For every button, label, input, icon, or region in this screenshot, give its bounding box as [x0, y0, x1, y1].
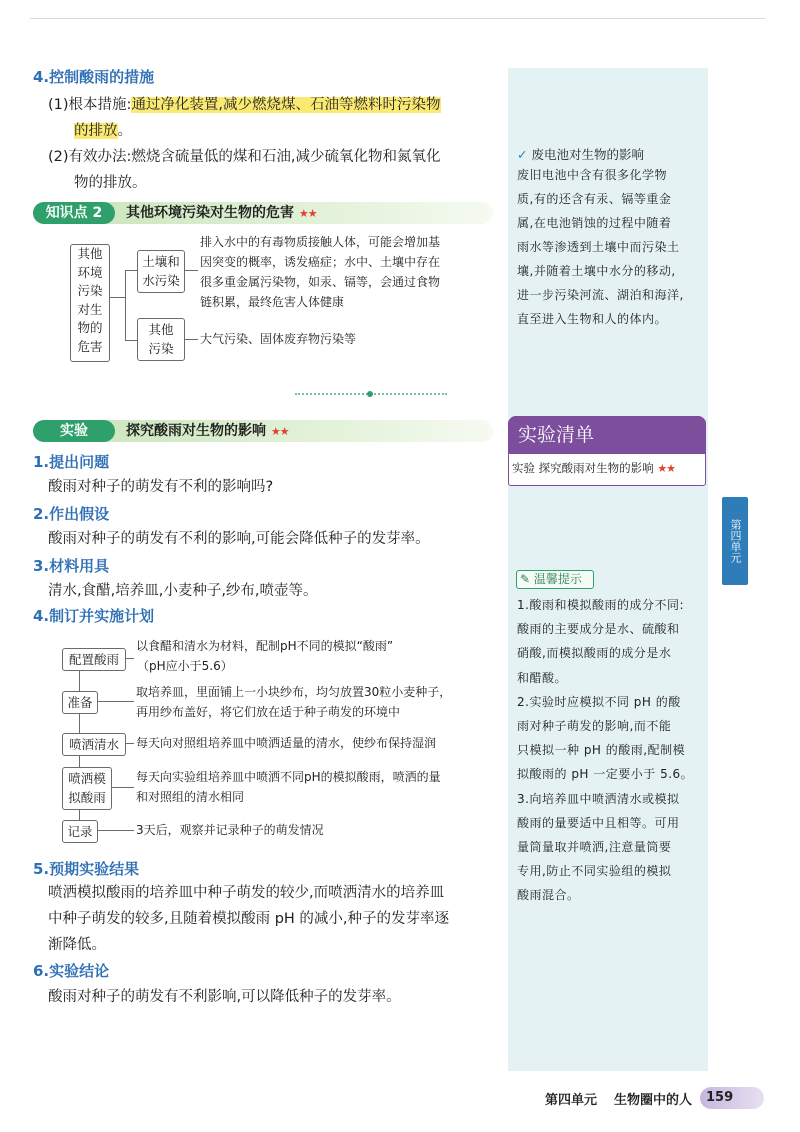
step-heading: 2.作出假设: [33, 505, 110, 523]
flow-step-desc: 每天向对照组培养皿中喷洒适量的清水，使纱布保持湿润: [136, 736, 437, 750]
step-text: 清水,食醋,培养皿,小麦种子,纱布,喷壶等。: [48, 583, 318, 599]
flow-step-box: 配置酸雨: [62, 648, 126, 671]
highlight: 通过净化装置,减少燃烧煤、石油等燃料时污染物: [131, 97, 441, 113]
root-line: 危害: [77, 338, 103, 354]
tip-line: 雨对种子萌发的影响,而不能: [517, 719, 672, 734]
box-line: 拟酸雨: [68, 790, 106, 805]
desc-line: 很多重金属污染物，如汞、镉等，会通过食物: [200, 275, 441, 289]
tip-line: 和醋酸。: [517, 670, 568, 685]
flow-step-box: 记录: [62, 820, 98, 843]
connector-line: [125, 658, 134, 659]
tip-line: 酸雨混合。: [517, 888, 580, 903]
branch-box-soil-water: [137, 250, 185, 293]
title-text: 废电池对生物的影响: [531, 147, 644, 162]
checklist-item: [512, 460, 675, 477]
connector-line: [125, 743, 134, 744]
flow-step-desc: [136, 767, 441, 807]
page-top-edge: [30, 18, 765, 19]
connector-line: [125, 270, 137, 271]
box-line: 喷洒模: [68, 771, 106, 786]
side-note-title: [517, 146, 644, 164]
text-line: 喷洒模拟酸雨的培养皿中种子萌发的较少,而喷洒清水的培养皿: [48, 885, 445, 901]
branch-description: [200, 232, 500, 312]
step-text: 酸雨对种子的萌发有不利影响,可以降低种子的发芽率。: [48, 989, 401, 1005]
title-text: 其他环境污染对生物的危害: [126, 205, 294, 221]
text-line: 中种子萌发的较多,且随着模拟酸雨 pH 的减小,种子的发芽率逐: [48, 911, 450, 927]
tip-line: 硝酸,而模拟酸雨的成分是水: [517, 646, 672, 661]
note-line: 质,有的还含有汞、镉等重金: [517, 192, 672, 206]
knowledge-point-title: [126, 202, 317, 225]
divider-dot: [367, 391, 373, 397]
flow-step-desc: [136, 636, 393, 676]
paragraph: (2)有效办法:燃烧含硫量低的煤和石油,减少硫氧化物和氮氧化: [48, 149, 441, 165]
item-text: 实验 探究酸雨对生物的影响: [512, 461, 654, 475]
note-line: 壤,并随着土壤中水分的移动,: [517, 264, 676, 278]
step-heading: 3.材料用具: [33, 557, 110, 575]
paragraph: [74, 118, 132, 144]
note-line: 直至进入生物和人的体内。: [517, 312, 668, 326]
branch-line: 土壤和: [142, 254, 180, 269]
connector-line: [184, 339, 198, 340]
desc-line: 再用纱布盖好，将它们放在适于种子萌发的环境中: [136, 705, 401, 719]
step-text: 酸雨对种子的萌发有不利的影响,可能会降低种子的发芽率。: [48, 531, 430, 547]
lightbulb-icon: ✎: [520, 572, 531, 586]
side-note-body: [517, 163, 707, 331]
tip-label: [516, 570, 594, 589]
desc-line: （pH应小于5.6）: [137, 659, 233, 673]
tip-line: 只模拟一种 pH 的酸雨,配制模: [517, 743, 686, 758]
step-heading: 1.提出问题: [33, 453, 110, 471]
desc-line: 排入水中的有毒物质接触人体，可能会增加基: [200, 235, 441, 249]
tip-line: 酸雨的主要成分是水、硫酸和: [517, 622, 680, 637]
paragraph: 物的排放。: [74, 175, 147, 191]
tip-line: 量筒量取并喷洒,注意量筒要: [517, 840, 672, 855]
connector-line: [97, 701, 134, 702]
branch-box-other: [137, 318, 185, 361]
root-line: 对生: [77, 301, 103, 317]
flow-step-desc: [136, 682, 451, 722]
experiment-badge: 实验: [33, 420, 115, 442]
tip-line: 专用,防止不同实验组的模拟: [517, 864, 672, 879]
tip-line: 酸雨的量要适中且相等。可用: [517, 815, 680, 830]
experiment-title: [126, 420, 289, 443]
text-run: (1)根本措施:: [48, 97, 132, 113]
connector-line: [109, 297, 125, 298]
text-run: 。: [117, 123, 132, 139]
star-rating: ★★: [298, 207, 317, 220]
flow-step-desc: 3天后，观察并记录种子的萌发情况: [136, 823, 324, 837]
flow-step-box: 准备: [62, 691, 98, 714]
tip-body: [517, 593, 707, 908]
star-rating: ★★: [270, 425, 289, 438]
branch-description: 大气污染、固体废弃物污染等: [200, 332, 357, 346]
check-icon: ✓: [517, 147, 528, 162]
step-text: [48, 880, 449, 958]
connector-line: [125, 270, 126, 340]
step-heading: 5.预期实验结果: [33, 860, 140, 878]
footer-unit: 第四单元: [545, 1093, 598, 1108]
connector-line: [184, 270, 198, 271]
highlight: 的排放: [74, 123, 118, 139]
note-line: 废旧电池中含有很多化学物: [517, 168, 668, 182]
desc-line: 和对照组的清水相同: [136, 790, 245, 804]
desc-line: 以食醋和清水为材料，配制pH不同的模拟“酸雨”: [136, 639, 394, 653]
connector-line: [97, 830, 134, 831]
note-line: 雨水等渗透到土壤中而污染土: [517, 240, 680, 254]
tip-line: 2.实验时应模拟不同 pH 的酸: [517, 694, 681, 709]
star-rating: ★★: [657, 462, 676, 475]
branch-line: 水污染: [142, 273, 180, 288]
desc-line: 因突变的概率，诱发癌症；水中、土壤中存在: [200, 255, 441, 269]
connector-line: [111, 787, 134, 788]
branch-line: 污染: [148, 341, 174, 356]
flow-step-box: [62, 767, 112, 810]
root-line: 其他: [77, 246, 103, 261]
step-heading: 4.制订并实施计划: [33, 607, 155, 625]
flow-step-box: 喷洒清水: [62, 733, 126, 756]
tip-title: 温馨提示: [533, 572, 582, 586]
note-line: 进一步污染河流、湖泊和海洋,: [517, 288, 684, 302]
tip-line: 拟酸雨的 pH 一定要小于 5.6。: [517, 767, 694, 782]
step-heading: 6.实验结论: [33, 962, 110, 980]
paragraph: [48, 92, 503, 118]
tree-root-box: [70, 244, 110, 362]
checklist-header: 实验清单: [508, 416, 706, 454]
root-line: 环境: [77, 264, 103, 280]
desc-line: 每天向实验组培养皿中喷洒不同pH的模拟酸雨，喷洒的量: [136, 770, 441, 784]
note-line: 属,在电池销蚀的过程中随着: [517, 216, 672, 230]
page-number: 159: [700, 1087, 764, 1109]
tip-line: 1.酸雨和模拟酸雨的成分不同:: [517, 598, 684, 612]
root-line: 物的: [77, 320, 103, 335]
knowledge-point-badge: 知识点 2: [33, 202, 115, 224]
branch-line: 其他: [148, 322, 174, 337]
step-text: 酸雨对种子的萌发有不利的影响吗?: [48, 479, 274, 495]
desc-line: 取培养皿，里面铺上一小块纱布，均匀放置30粒小麦种子，: [136, 685, 452, 699]
section-heading: 4.控制酸雨的措施: [33, 68, 155, 86]
desc-line: 链积累，最终危害人体健康: [200, 295, 345, 309]
title-text: 探究酸雨对生物的影响: [126, 423, 266, 439]
footer-chapter: 生物圈中的人: [614, 1093, 693, 1108]
tip-line: 3.向培养皿中喷洒清水或模拟: [517, 791, 680, 806]
root-line: 污染: [77, 283, 103, 298]
unit-tab: 第四单元: [722, 497, 748, 585]
connector-line: [125, 340, 137, 341]
text-line: 渐降低。: [48, 937, 106, 953]
